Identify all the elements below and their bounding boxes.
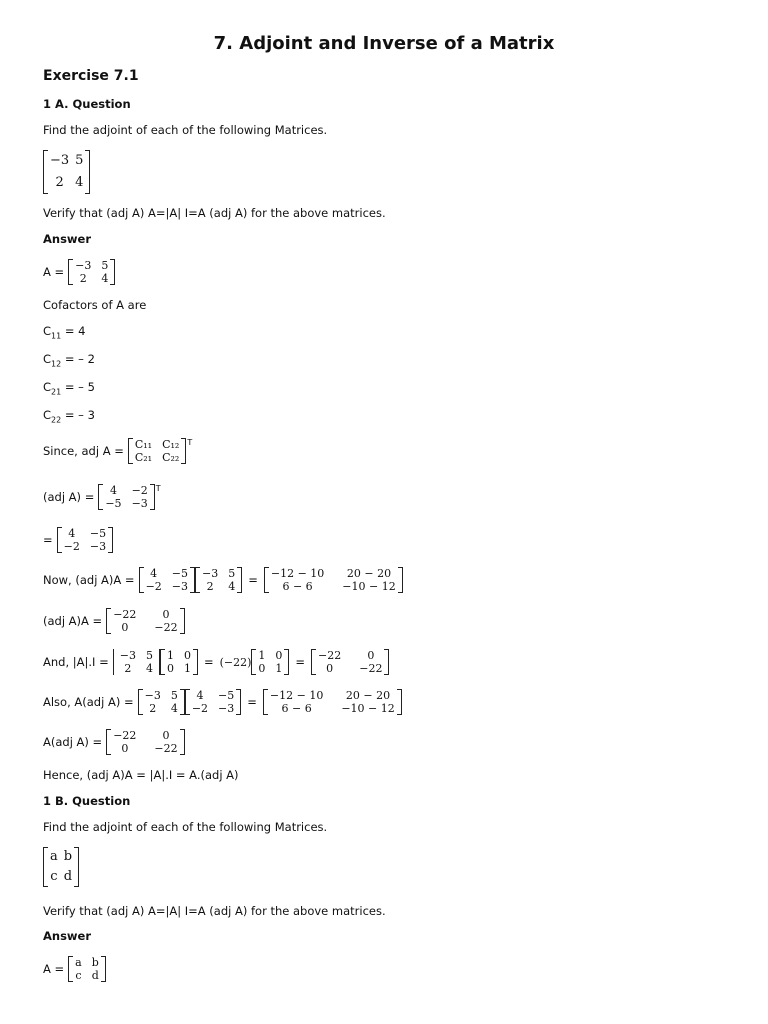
matrix-cell: −3	[171, 580, 188, 593]
matrix-grid	[111, 729, 179, 755]
matrix-cell: 6 − 6	[282, 580, 313, 593]
aadj-result-equation: A(adj A) = −22 0 0 −22	[43, 729, 185, 755]
matrix-cell: 0	[121, 621, 129, 634]
matrix-cell: c	[50, 869, 58, 884]
matrix-grid	[256, 649, 284, 675]
matrix-cell: −3	[202, 567, 219, 580]
matrix-a	[68, 259, 115, 285]
matrix-grid	[48, 847, 74, 887]
question-1b-matrix	[43, 847, 79, 891]
matrix-cell: −5	[89, 527, 107, 540]
matrix-cell: 0	[367, 649, 375, 662]
matrix-cell: d	[63, 869, 73, 884]
matrix-cell: 0	[162, 729, 170, 742]
matrix-cell: 4	[170, 702, 178, 715]
answer-heading: Answer	[43, 232, 92, 246]
matrix-cell: −2	[63, 540, 80, 553]
matrix-cell: C₁₂	[162, 438, 180, 451]
matrix-cell: 5	[228, 567, 236, 580]
question-1a-heading: 1 A. Question	[43, 97, 131, 111]
cofactor-c21: $C_{21}$ = – 5	[43, 380, 95, 397]
matrix-grid	[62, 527, 108, 553]
matrix-cell: −22	[113, 608, 137, 621]
matrix-cell: 0	[275, 649, 283, 662]
matrix-cell: 4	[196, 689, 204, 702]
matrix-cell: 2	[149, 702, 157, 715]
matrix-cell: 2	[206, 580, 214, 593]
cofactor-matrix	[128, 438, 187, 464]
matrix-cell: 20 − 20	[345, 689, 391, 702]
matrix-cell: 4	[109, 484, 117, 497]
matrix-cell: −2	[145, 580, 162, 593]
answer-1b-heading: Answer	[43, 929, 92, 943]
matrix-cell: 2	[124, 662, 132, 675]
matrix-cell: −10 − 12	[342, 580, 396, 593]
matrix-cell: 2	[79, 272, 87, 285]
matrix-cell: 5	[101, 259, 109, 272]
matrix-grid	[48, 150, 85, 194]
matrix-cell: −3	[50, 153, 70, 168]
matrix-grid	[73, 259, 110, 285]
det-identity-equation: And, |A|.I = −3 5 2 4 1 0 0 1 = (−22) 1 0 0 1 = −22 0 0 −22	[43, 649, 389, 675]
matrix-cell: 0	[166, 662, 174, 675]
matrix-cell: 4	[150, 567, 158, 580]
matrix-cell: 5	[75, 153, 84, 168]
matrix-cell: −12 − 10	[270, 567, 325, 580]
matrix-cell: 4	[101, 272, 109, 285]
matrix-cell: −22	[359, 662, 383, 675]
since-adj-equation: Since, adj A = C₁₁ C₁₂ C₂₁ C₂₂ T	[43, 438, 193, 464]
question-1a-matrix	[43, 150, 90, 198]
matrix-cell: C₂₁	[134, 451, 153, 464]
matrix-cell: 5	[170, 689, 178, 702]
matrix-grid	[133, 438, 182, 464]
matrix-cell: −3	[144, 689, 161, 702]
page-title: 7. Adjoint and Inverse of a Matrix	[213, 33, 555, 54]
matrix-grid	[165, 649, 193, 675]
matrix-cell: −5	[105, 497, 122, 510]
matrix-cell: −3	[75, 259, 92, 272]
matrix-cell: c	[75, 969, 82, 982]
matrix-cell: 4	[68, 527, 76, 540]
cofactor-c22: $C_{22}$ = – 3	[43, 408, 95, 425]
matrix-grid	[143, 689, 180, 715]
matrix-cell: 0	[326, 662, 334, 675]
now-adjA-equation: Now, (adj A)A = 4 −5 −2 −3 −3 5 2 4 = −12 − 10 20 − 20 6 − 6 −10 − 12	[43, 567, 403, 593]
matrix-cell: −22	[154, 742, 178, 755]
matrix-grid	[111, 608, 179, 634]
matrix-cell: −12 − 10	[269, 689, 324, 702]
matrix-cell: 4	[75, 175, 84, 190]
matrix-cell: −22	[154, 621, 178, 634]
matrix-cell: 20 − 20	[346, 567, 392, 580]
matrix-grid	[73, 956, 101, 982]
matrix-cell: 0	[258, 662, 266, 675]
matrix-grid	[144, 567, 190, 593]
exercise-heading: Exercise 7.1	[43, 68, 139, 84]
matrix-cell: 6 − 6	[281, 702, 312, 715]
matrix-cell: a	[50, 849, 58, 864]
question-1a-verify: Verify that (adj A) A=|A| I=A (adj A) for the above matrices.	[43, 206, 386, 220]
matrix-grid	[200, 567, 237, 593]
hence-conclusion: Hence, (adj A)A = |A|.I = A.(adj A)	[43, 768, 239, 782]
question-1b-heading: 1 B. Question	[43, 794, 131, 808]
matrix-cell: 1	[275, 662, 283, 675]
matrix-cell: a	[75, 956, 82, 969]
matrix-cell: −5	[171, 567, 188, 580]
matrix-cell: −3	[218, 702, 235, 715]
matrix-cell: 4	[145, 662, 153, 675]
also-aadj-equation: Also, A(adj A) = −3 5 2 4 4 −5 −2 −3 = −12 − 10 20 − 20 6 − 6 −10 − 12	[43, 689, 402, 715]
question-1b-prompt: Find the adjoint of each of the following Matrices.	[43, 820, 328, 834]
a-definition: A = −3 5 2 4	[43, 259, 115, 285]
question-1a-prompt: Find the adjoint of each of the following Matrices.	[43, 123, 328, 137]
matrix-cell: C₂₂	[162, 451, 180, 464]
matrix-grid	[190, 689, 236, 715]
matrix-grid	[269, 567, 398, 593]
matrix-cell: b	[91, 956, 99, 969]
matrix-grid	[268, 689, 397, 715]
matrix-cell: C₁₁	[134, 438, 153, 451]
matrix-cell: −3	[131, 497, 148, 510]
matrix-grid	[103, 484, 149, 510]
matrix-cell: −22	[318, 649, 342, 662]
cofactor-c11: $C_{11} = 4$	[43, 324, 86, 341]
matrix-cell: 1	[183, 662, 191, 675]
matrix-cell: −3	[119, 649, 136, 662]
matrix-grid	[118, 649, 155, 675]
matrix-cell: 1	[166, 649, 174, 662]
matrix-cell: −22	[113, 729, 137, 742]
adjA-result-equation: (adj A)A = −22 0 0 −22	[43, 608, 185, 634]
matrix-cell: −10 − 12	[341, 702, 395, 715]
matrix-cell: 4	[228, 580, 236, 593]
matrix-cell: −2	[191, 702, 209, 715]
matrix-cell: b	[63, 849, 73, 864]
matrix-cell: 0	[183, 649, 191, 662]
adj-result-equation: = 4 −5 −2 −3	[43, 527, 113, 553]
adj-transpose-equation: (adj A) = 4 −2 −5 −3 T	[43, 484, 161, 510]
question-1b-verify: Verify that (adj A) A=|A| I=A (adj A) for the above matrices.	[43, 904, 386, 918]
matrix-cell: 1	[258, 649, 266, 662]
cofactor-c12: $C_{12}$ = – 2	[43, 352, 95, 369]
matrix-cell: −2	[131, 484, 148, 497]
matrix-cell: 0	[162, 608, 170, 621]
cofactors-intro: Cofactors of A are	[43, 298, 147, 312]
matrix-cell: 5	[145, 649, 153, 662]
matrix-cell: 2	[55, 175, 64, 190]
a-1b-definition: A = a b c d	[43, 956, 106, 982]
matrix-grid	[316, 649, 384, 675]
matrix-cell: d	[91, 969, 99, 982]
matrix-cell: −3	[89, 540, 107, 553]
matrix-cell: 0	[121, 742, 129, 755]
matrix-cell: −5	[218, 689, 235, 702]
